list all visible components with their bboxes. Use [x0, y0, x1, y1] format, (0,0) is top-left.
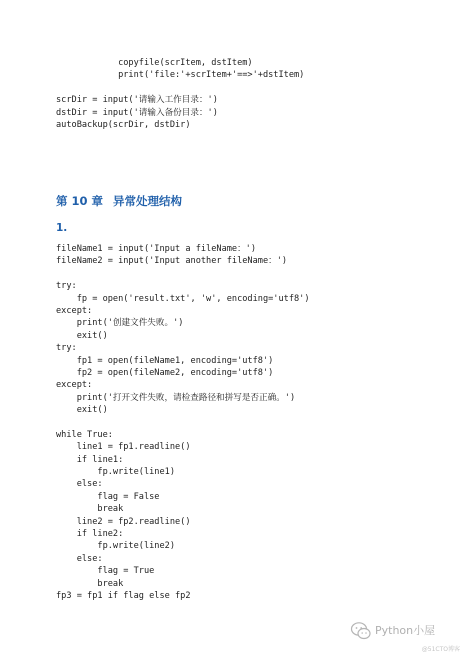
code2-line: if line1: [56, 454, 124, 465]
code2-line: flag = True [56, 566, 155, 577]
code2-line: fp3 = fp1 if flag else fp2 [56, 590, 191, 601]
code2-line: if line2: [56, 528, 124, 539]
code2-line: else: [56, 553, 103, 564]
code2-line [56, 416, 310, 428]
code2-line: fp1 = open(fileName1, encoding='utf8') [56, 355, 274, 366]
code2-line: fp = open('result.txt', 'w', encoding='utf8') [56, 293, 310, 304]
code-block-exceptions [56, 243, 310, 602]
code2-line [56, 268, 310, 280]
code2-line: print('打开文件失败，请检查路径和拼写是否正确。') [56, 392, 296, 403]
watermark [350, 620, 460, 656]
watermark-brand: Python小屋 [375, 624, 436, 637]
code2-line: print('创建文件失败。') [56, 318, 184, 329]
code2-line: try: [56, 281, 77, 292]
code2-line: exit() [56, 405, 108, 416]
code1-line: scrDir = input('请输入工作目录：') [56, 95, 218, 106]
code1-line: copyfile(scrItem, dstItem) [56, 58, 253, 68]
code-block-backup [56, 57, 304, 131]
code2-line: fp.write(line1) [56, 467, 175, 478]
chapter-title: 异常处理结构 [113, 194, 183, 208]
chapter-heading [56, 193, 182, 209]
code2-line: fp.write(line2) [56, 541, 175, 552]
code1-line: print('file:'+scrItem+'==>'+dstItem) [56, 70, 305, 81]
code1-line [56, 82, 304, 94]
code2-line: fileName2 = input('Input another fileName：') [56, 256, 288, 267]
watermark-sub: @51CTO博客 [421, 646, 460, 653]
wechat-icon [350, 620, 372, 642]
code2-line: flag = False [56, 491, 160, 502]
section-heading: 1. [56, 222, 68, 234]
code2-line: line2 = fp2.readline() [56, 516, 191, 527]
code2-line: try: [56, 343, 77, 354]
code2-line: except: [56, 380, 93, 391]
code2-line: else: [56, 479, 103, 490]
code1-line: autoBackup(scrDir, dstDir) [56, 119, 191, 130]
code2-line: exit() [56, 330, 108, 341]
code2-line: while True: [56, 429, 113, 440]
code2-line: fileName1 = input('Input a fileName：') [56, 244, 257, 254]
chapter-number: 第 10 章 [56, 194, 104, 208]
code2-line: line1 = fp1.readline() [56, 442, 191, 453]
code2-line: break [56, 504, 124, 515]
code2-line: except: [56, 305, 93, 316]
code2-line: break [56, 578, 124, 589]
code1-line: dstDir = input('请输入备份目录：') [56, 107, 218, 118]
code2-line: fp2 = open(fileName2, encoding='utf8') [56, 367, 274, 378]
